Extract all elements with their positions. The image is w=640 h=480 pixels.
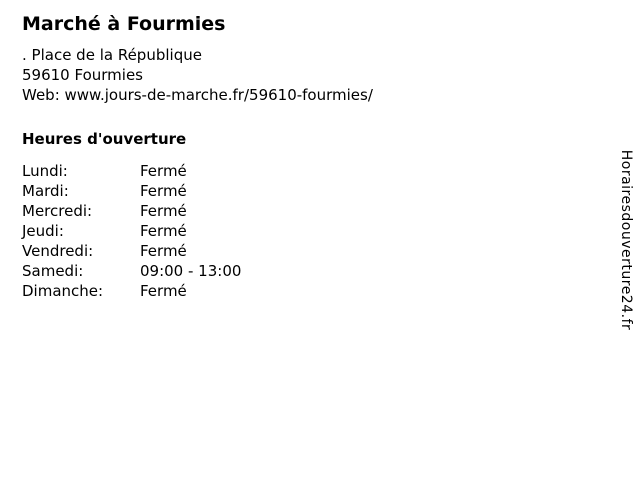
day-hours: Fermé: [140, 222, 187, 240]
hours-heading: Heures d'ouverture: [22, 130, 187, 148]
hours-row-monday: [22, 161, 640, 181]
day-label: Samedi:: [22, 262, 84, 280]
day-label: Jeudi:: [22, 222, 64, 240]
hours-row-sunday: [22, 281, 640, 301]
page-title: Marché à Fourmies: [22, 13, 226, 35]
day-label: Vendredi:: [22, 242, 94, 260]
day-hours: 09:00 - 13:00: [140, 262, 242, 280]
day-hours: Fermé: [140, 182, 187, 200]
day-hours: Fermé: [140, 282, 187, 300]
address-line-street: . Place de la République: [22, 46, 202, 64]
day-label: Lundi:: [22, 162, 68, 180]
day-hours: Fermé: [140, 162, 187, 180]
day-hours: Fermé: [140, 202, 187, 220]
address-line-city: 59610 Fourmies: [22, 66, 143, 84]
website-line: Web: www.jours-de-marche.fr/59610-fourmies/: [22, 86, 373, 104]
day-label: Mercredi:: [22, 202, 93, 220]
day-hours: Fermé: [140, 242, 187, 260]
day-label: Dimanche:: [22, 282, 104, 300]
hours-row-tuesday: [22, 181, 640, 201]
watermark-vertical-text: Horairesdouverture24.fr: [618, 149, 634, 331]
hours-row-wednesday: [22, 201, 640, 221]
hours-row-friday: [22, 241, 640, 261]
hours-row-thursday: [22, 221, 640, 241]
hours-row-saturday: [22, 261, 640, 281]
hours-table: [22, 161, 640, 301]
day-label: Mardi:: [22, 182, 69, 200]
address-block: [22, 45, 640, 105]
